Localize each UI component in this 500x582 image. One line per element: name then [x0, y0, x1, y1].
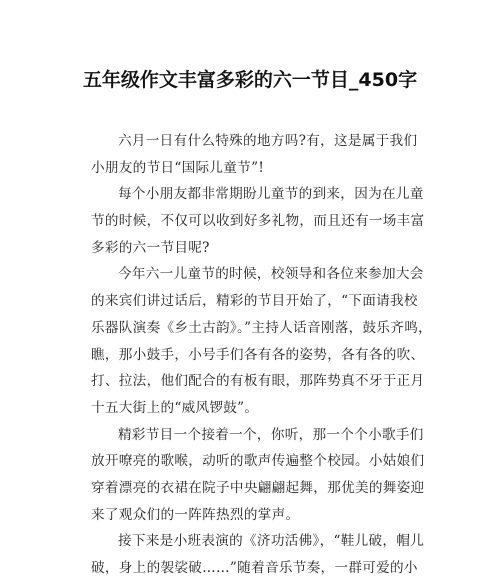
- document-body: [91, 128, 432, 582]
- paragraph-4: [91, 422, 425, 529]
- text-line: 乐器队演奏《乡土古韵》。”主持人话音刚落，鼓乐齐鸣，: [91, 319, 432, 336]
- text-line: 小朋友的节日“国际儿童节”!: [91, 159, 265, 176]
- text-line: 穿着漂亮的衣裙在院子中央翩翩起舞，那优美的舞姿迎: [91, 479, 425, 496]
- text-line: 接下来是小班表演的《济功活佛》，“鞋儿破，帽儿: [118, 533, 425, 550]
- text-line: 节的时候，不仅可以收到好多礼物，而且还有一场丰富: [91, 213, 425, 230]
- paragraph-1: [91, 128, 421, 181]
- paragraph-2: [91, 181, 425, 261]
- text-line: 破，身上的袈裟破……”随着音乐节奏，一群可爱的小: [91, 560, 418, 576]
- text-line: 的来宾们讲过话后，精彩的节目开始了，“下面请我校: [91, 293, 418, 310]
- text-line: 瞧，那小鼓手，小号手们各有各的姿势，各有各的吹、: [91, 346, 425, 363]
- text-line: 十五大街上的“威风锣鼓”。: [91, 399, 259, 416]
- text-line: 今年六一儿童节的时候，校领导和各位来参加大会: [118, 266, 424, 283]
- document-title: 五年级作文丰富多彩的六一节目_450字: [82, 69, 418, 91]
- text-line: 放开嘹亮的歌喉，动听的歌声传遍整个校园。小姑娘们: [91, 453, 425, 470]
- text-line: 每个小朋友都非常期盼儿童节的到来，因为在儿童: [118, 186, 424, 203]
- text-line: 多彩的六一节目呢?: [91, 239, 210, 256]
- paragraph-5: [91, 528, 425, 581]
- text-line: 打、拉法，他们配合的有板有眼，那阵势真不牙于正月: [91, 373, 425, 390]
- text-line: 六月一日有什么特殊的地方吗?有，这是属于我们: [118, 133, 418, 149]
- text-line: 精彩节目一个接着一个，你听，那一个个小歌手们: [118, 426, 424, 443]
- text-line: 来了观众们的一阵阵热烈的掌声。: [91, 506, 300, 523]
- paragraph-3: [91, 261, 432, 421]
